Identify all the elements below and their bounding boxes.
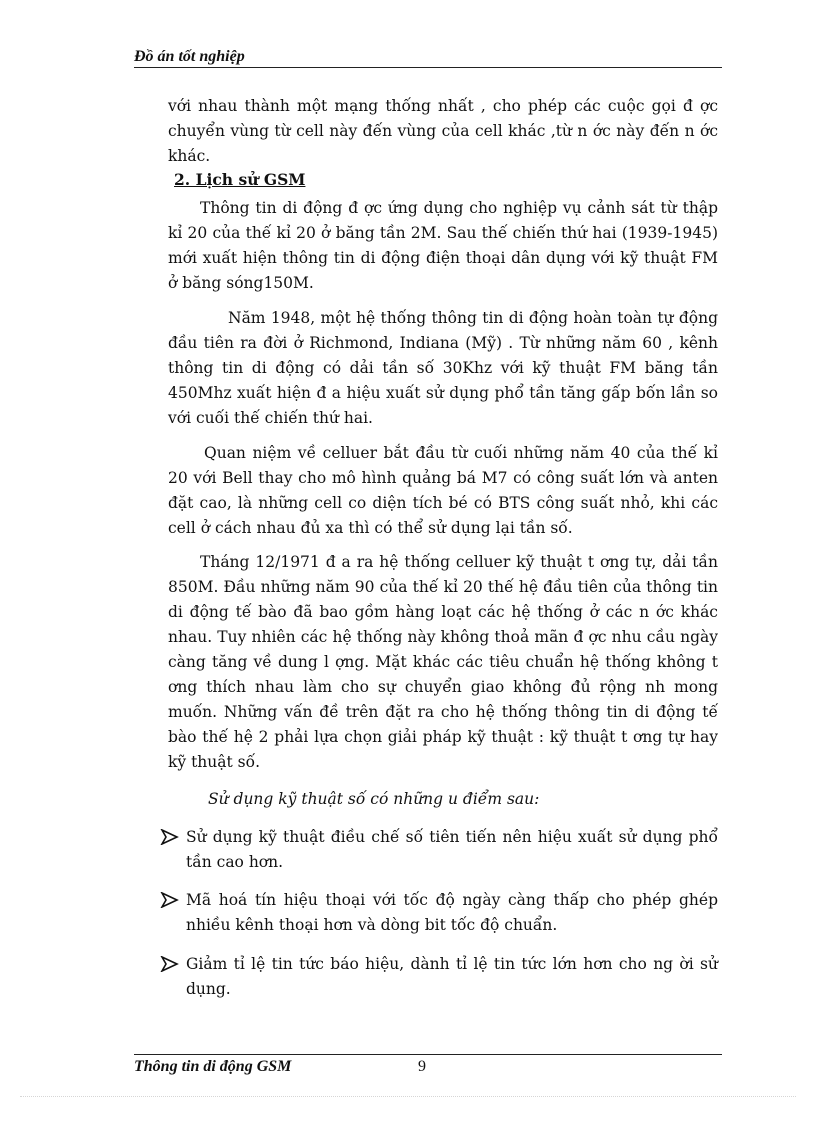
- bullet-item: [160, 888, 720, 938]
- header-divider: [134, 67, 722, 68]
- arrowhead-bullet-icon: [160, 956, 182, 972]
- bullet-item: [160, 825, 720, 875]
- intro-paragraph: với nhau thành một mạng thống nhất , cho phép các cuộc gọi đ ợc chuyển vùng từ cell này đến vùng của cell khác ,từ n ớc này đến n ớc khác.: [168, 97, 718, 165]
- paragraph-history-1: Thông tin di động đ ợc ứng dụng cho nghiệp vụ cảnh sát từ thập kỉ 20 của thế kỉ 20 ở băng tần 2M. Sau thế chiến thứ hai (1939-1945) mới xuất hiện thông tin di động điện thoại dân dụng với kỹ thuật FM ở băng sóng150M.: [168, 199, 718, 292]
- footer-divider: [134, 1054, 722, 1055]
- footer-title: Thông tin di động GSM: [134, 1058, 292, 1075]
- paragraph-history-3: Quan niệm về celluer bắt đầu từ cuối những năm 40 của thế kỉ 20 với Bell thay cho mô hình quảng bá M7 có công suất lớn và anten đặt cao, là những cell co diện tích bé có BTS công suất nhỏ, khi các cell ở cách nhau đủ xa thì có thể sử dụng lại tần số.: [168, 444, 718, 537]
- bullet-text: Sử dụng kỹ thuật điều chế số tiên tiến nên hiệu xuất sử dụng phổ tần cao hơn.: [186, 828, 718, 871]
- paragraph-history-4: Tháng 12/1971 đ a ra hệ thống celluer kỹ thuật t ơng tự, dải tần 850M. Đầu những năm 90 của thế kỉ 20 thế hệ đầu tiên của thông tin di động tế bào đã bao gồm hàng loạt các hệ thống ở các n ớc khác nhau. Tuy nhiên các hệ thống này không thoả mãn đ ợc nhu cầu ngày càng tăng về dung l ợng. Mặt khác các tiêu chuẩn hệ thống không t ơng thích nhau làm cho sự chuyển giao không đủ rộng nh mong muốn. Những vấn đề trên đặt ra cho hệ thống thông tin di động tế bào thế hệ 2 phải lựa chọn giải pháp kỹ thuật : kỹ thuật t ơng tự hay kỹ thuật số.: [168, 553, 718, 771]
- header-title: Đồ án tốt nghiệp: [134, 48, 245, 65]
- bullet-item: [160, 952, 720, 1002]
- advantages-intro: Sử dụng kỹ thuật số có những u điểm sau:: [208, 790, 540, 808]
- page-edge-divider: [20, 1096, 796, 1097]
- paragraph-history-2: Năm 1948, một hệ thống thông tin di động hoàn toàn tự động đầu tiên ra đời ở Richmond, Indiana (Mỹ) . Từ những năm 60 , kênh thông tin di động có dải tần số 30Khz với kỹ thuật FM băng tần 450Mhz xuất hiện đ a hiệu xuất sử dụng phổ tần tăng gấp bốn lần so với cuối thế chiến thứ hai.: [168, 309, 718, 427]
- arrowhead-bullet-icon: [160, 892, 182, 908]
- bullet-text: Mã hoá tín hiệu thoại với tốc độ ngày càng thấp cho phép ghép nhiều kênh thoại hơn và dòng bit tốc độ chuẩn.: [186, 891, 718, 934]
- arrowhead-bullet-icon: [160, 829, 182, 845]
- bullet-text: Giảm tỉ lệ tin tức báo hiệu, dành tỉ lệ tin tức lớn hơn cho ng ời sử dụng.: [186, 955, 718, 998]
- section-heading: 2. Lịch sử GSM: [174, 170, 306, 189]
- page-number: 9: [418, 1058, 426, 1075]
